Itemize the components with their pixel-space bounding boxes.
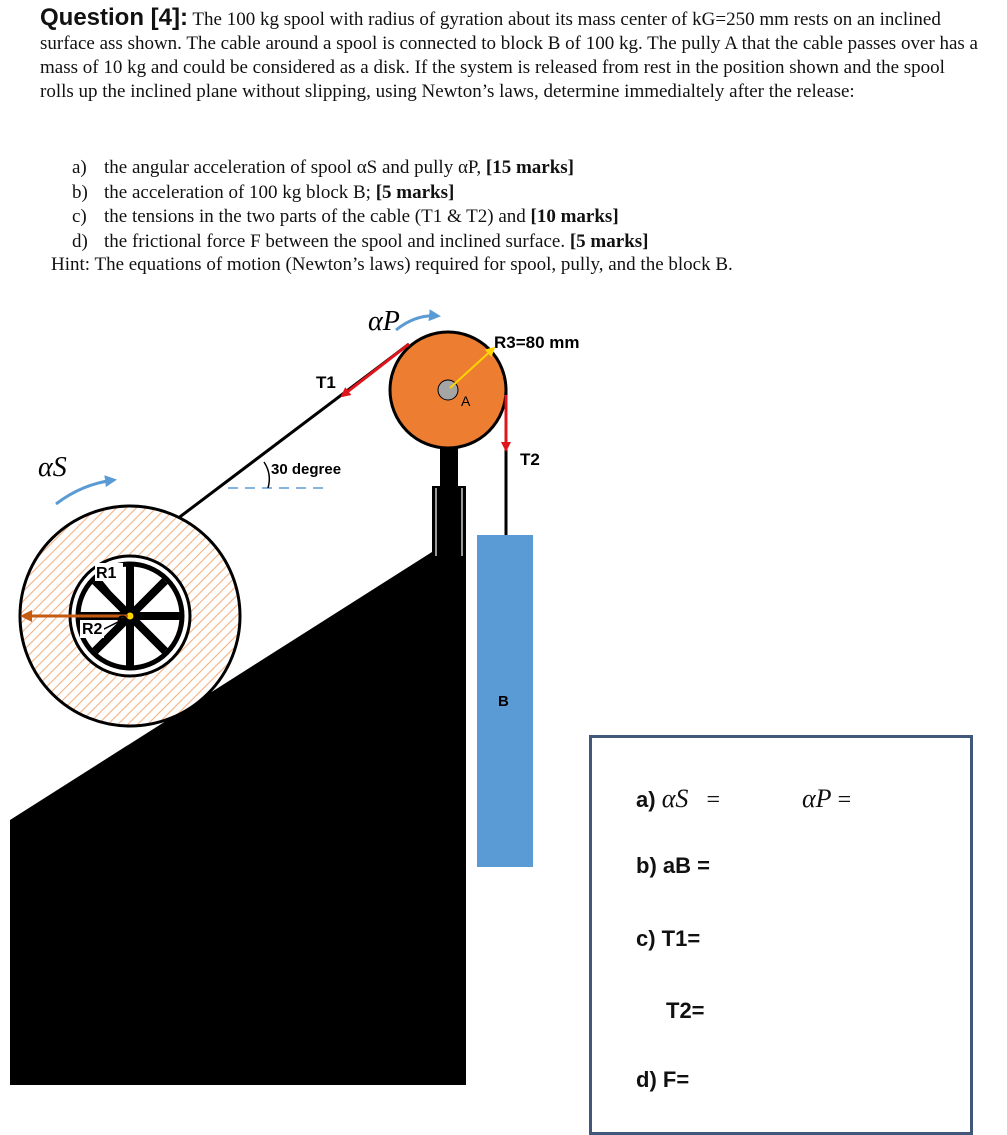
question-heading: Question [4]: (40, 4, 188, 31)
r3-label: R3=80 mm (494, 333, 580, 352)
answer-c-t2: T2= (666, 998, 705, 1023)
pulley-label: A (461, 393, 471, 409)
pulley-post-base (432, 486, 466, 556)
answer-d: d) F= (636, 1067, 690, 1092)
t1-label: T1 (316, 373, 336, 392)
answer-c-t1: c) T1= (636, 926, 701, 951)
part-b: b) the acceleration of 100 kg block B; [5 marks] (72, 181, 455, 203)
part-d: d) the frictional force F between the spool and inclined surface. [5 marks] (72, 230, 649, 252)
alpha-s-label: αS (38, 452, 67, 483)
pulley-a (390, 332, 506, 448)
part-a: a) the angular acceleration of spool αS and pully αP, [15 marks] (72, 157, 575, 178)
r1-label: R1 (96, 565, 117, 582)
alpha-p-arrow (396, 316, 438, 330)
alpha-p-label: αP (368, 306, 400, 337)
answer-b: b) aB = (636, 853, 710, 878)
g-label: G (117, 612, 128, 628)
answer-alpha-p: αP = (802, 784, 852, 813)
hint-text: Hint: The equations of motion (Newton’s laws) required for spool, pully, and the block B. (51, 254, 733, 275)
question-body: The 100 kg spool with radius of gyration about its mass center of kG=250 mm rests on an inclined surface ass shown. The cable around a spool is connected to block B of 100 kg. The pully A that the cable passes over has a mass of 10 kg and could be considered as a disk. If the system is released from rest in the position shown and the spool rolls up the inclined plane without slipping, using Newton’s laws, determine immedialtely after the release: (40, 9, 978, 102)
r2-label: R2 (82, 621, 103, 638)
part-c: c) the tensions in the two parts of the cable (T1 & T2) and [10 marks] (72, 206, 619, 227)
answer-a: a) αS = (636, 784, 721, 813)
answer-alpha-s: αS (661, 784, 689, 813)
angle-bottom-label: 30 degree (91, 792, 162, 809)
angle-arc-top (264, 462, 269, 488)
block-label: B (498, 693, 509, 710)
alpha-s-arrow (56, 480, 114, 504)
angle-top-label: 30 degree (271, 461, 342, 478)
t2-label: T2 (520, 450, 540, 469)
